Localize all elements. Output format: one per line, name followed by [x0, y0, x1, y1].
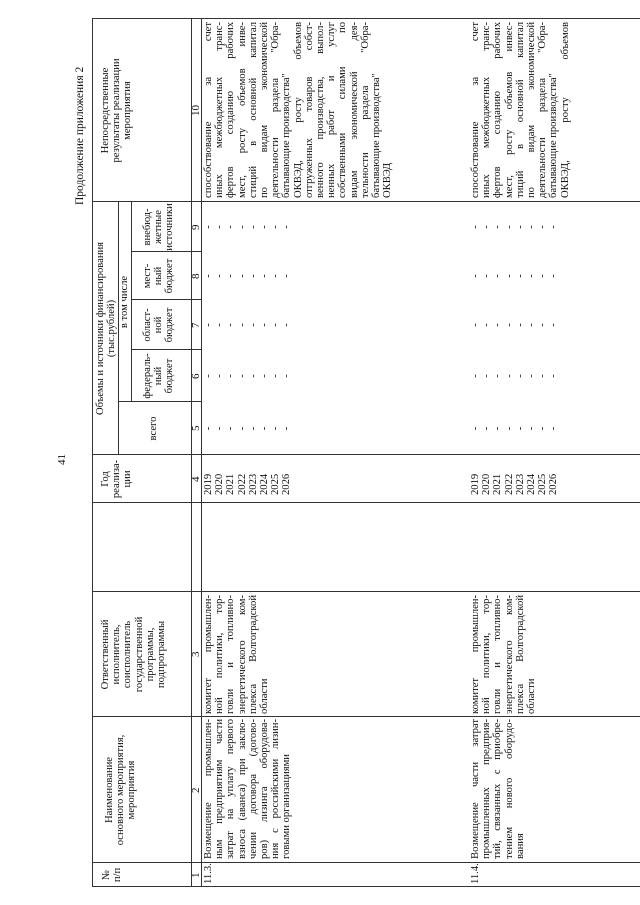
years: 2019 2020 2021 2022 2023 2024 2025 2026 [470, 473, 560, 495]
header-number: № п/п [101, 867, 124, 883]
result-text: способствование за счет иных межбюджетных транс- фертов созданию рабочих мест, росту объемов инве- стиций в основной капитал по видам экономической деятельности раздела "Обра- батывающие производства" ОКВЭД, росту объемов отгруженных товаров собст- венного производства, выпол- ненных работ и услуг собственными силами по видам экономической дея- тельности раздела "Обра- батывающие производства" ОКВЭД [203, 22, 394, 198]
column-number: 3 [190, 651, 202, 657]
regional-values: - - - - - - - - [470, 323, 560, 327]
column-number: 6 [190, 373, 202, 379]
total-values: - - - - - - - - [203, 426, 293, 431]
result-text: способствование за счет иных межбюджетных транс- фертов созданию рабочих мест, росту объемов инвес- тиций в основной капитал по видам экономической деятельности раздела "Обра- батывающие производства" ОКВЭД, росту объемов [470, 22, 571, 198]
measure-name: Возмещение промышлен- ным предприятиям части затрат на уплату первого взноса (аванса) при заклю- чении договора (догово- ров) лизинга оборудова- ния с российскими лизин- говыми организациями [203, 719, 293, 859]
continuation-label: Продолжение приложения 2 [74, 66, 86, 205]
column-number: 5 [190, 425, 202, 431]
header-extrabudget: внебюд- жетные источники [142, 203, 176, 251]
row-number: 11.3. [203, 863, 214, 884]
federal-values: - - - - - - - - [203, 374, 293, 378]
measure-name: Возмещение части затрат промышленных предприя- тий, связанных с приобре- тением нового оборудо- вания [470, 719, 526, 859]
header-funding: Объемы и источники финансирования (тыс.рублей) [95, 241, 118, 416]
header-year: Год реализа- ции [100, 459, 134, 499]
header-results: Непосредственные результаты реализации мероприятия [100, 58, 134, 163]
column-number: 1 [190, 872, 202, 878]
executor: комитет промышлен- ной политики, тор- говли и топливно- энергетического ком- плекса Волгоградской области [203, 595, 271, 714]
extrabudget-values: - - - - - - - - [470, 225, 560, 229]
column-number: 10 [190, 105, 202, 116]
executor: комитет промышлен- ной политики, тор- говли и топливно- энергетического ком- плекса Волгоградской области [470, 595, 538, 714]
column-number: 2 [190, 787, 202, 793]
federal-values: - - - - - - - - [470, 374, 560, 378]
column-number: 8 [190, 273, 202, 279]
total-values: - - - - - - - - [470, 426, 560, 431]
page-number: 41 [56, 454, 68, 465]
header-total: всего [148, 416, 159, 441]
row-number: 11.4. [470, 863, 481, 884]
regional-values: - - - - - - - - [203, 323, 293, 327]
header-regional: област- ной бюджет [142, 307, 176, 343]
local-values: - - - - - - - - [470, 274, 560, 278]
local-values: - - - - - - - - [203, 274, 293, 278]
header-federal: федераль- ный бюджет [142, 353, 176, 399]
header-local: мест- ный бюджет [142, 258, 176, 294]
header-executor: Ответственный исполнитель, соисполнитель государственной программы, подпрограммы [100, 616, 168, 693]
header-name: Наименование основного мероприятия, мероприятия [104, 734, 138, 846]
extrabudget-values: - - - - - - - - [203, 225, 293, 229]
years: 2019 2020 2021 2022 2023 2024 2025 2026 [203, 473, 293, 495]
header-including: в том числе [119, 275, 130, 329]
column-number: 7 [190, 322, 202, 328]
column-number: 4 [190, 476, 202, 482]
column-number: 9 [190, 224, 202, 230]
